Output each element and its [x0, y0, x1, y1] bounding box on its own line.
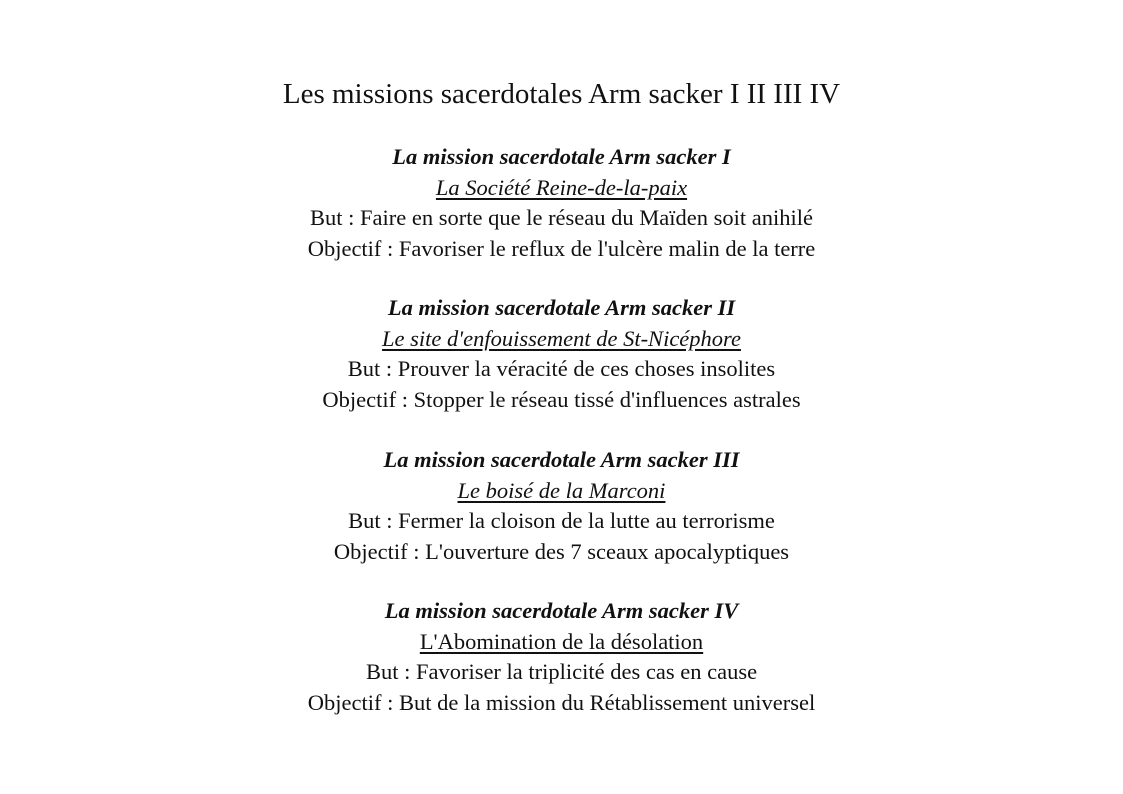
mission-subtitle: La Société Reine-de-la-paix	[435, 174, 688, 200]
mission-heading: La mission sacerdotale Arm sacker III	[383, 447, 740, 472]
mission-but: But : Fermer la cloison de la lutte au terrorisme	[348, 508, 775, 533]
mission-section-4	[0, 596, 1123, 718]
mission-objectif: Objectif : Stopper le réseau tissé d'influences astrales	[322, 386, 801, 412]
mission-but: But : Prouver la véracité de ces choses insolites	[347, 356, 776, 381]
mission-objectif: Objectif : L'ouverture des 7 sceaux apocalyptiques	[333, 538, 790, 564]
mission-heading: La mission sacerdotale Arm sacker I	[392, 144, 731, 169]
mission-section-1	[0, 142, 1123, 264]
mission-heading: La mission sacerdotale Arm sacker IV	[384, 598, 739, 623]
mission-but: But : Favoriser la triplicité des cas en cause	[365, 659, 758, 684]
mission-section-3	[0, 445, 1123, 567]
mission-subtitle: L'Abomination de la désolation	[419, 628, 704, 654]
mission-subtitle: Le site d'enfouissement de St-Nicéphore	[382, 325, 741, 351]
mission-objectif: Objectif : But de la mission du Rétablissement universel	[307, 689, 816, 715]
mission-heading: La mission sacerdotale Arm sacker II	[387, 295, 736, 320]
mission-subtitle: Le boisé de la Marconi	[457, 477, 666, 503]
mission-but: But : Faire en sorte que le réseau du Maïden soit anihilé	[310, 205, 813, 230]
mission-section-2	[0, 293, 1123, 415]
mission-objectif: Objectif : Favoriser le reflux de l'ulcère malin de la terre	[307, 235, 816, 261]
document-title: Les missions sacerdotales Arm sacker I II III IV	[282, 78, 841, 110]
